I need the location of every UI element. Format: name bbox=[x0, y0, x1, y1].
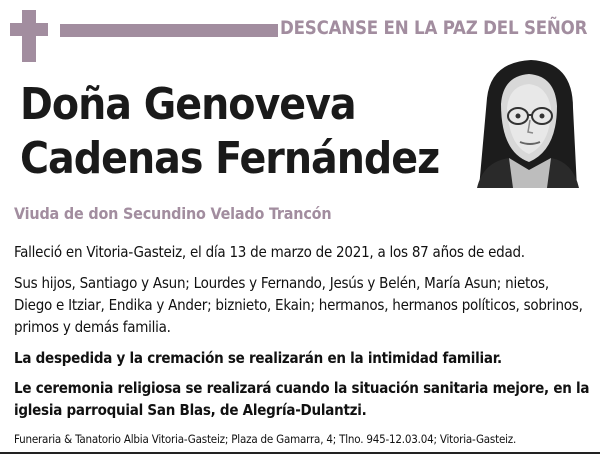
farewell-paragraph: La despedida y la cremación se realizarán en la intimidad familiar. bbox=[14, 349, 502, 367]
funeral-home-footer: Funeraria & Tanatorio Albia Vitoria-Gasteiz; Plaza de Gamarra, 4; Tlno. 945-12.03.04; Vitoria-Gasteiz. bbox=[14, 432, 517, 446]
name-line-2: Cadenas Fernández bbox=[20, 133, 440, 184]
deceased-name bbox=[20, 78, 470, 186]
name-line-1: Doña Genoveva bbox=[20, 79, 356, 130]
header-rule bbox=[60, 24, 278, 37]
widow-subtitle: Viuda de don Secundino Velado Trancón bbox=[14, 204, 332, 223]
death-notice: Falleció en Vitoria-Gasteiz, el día 13 de marzo de 2021, a los 87 años de edad. bbox=[14, 243, 525, 261]
ceremony-paragraph: Le ceremonia religiosa se realizará cuando la situación sanitaria mejore, en la iglesia parroquial San Blas, de Alegría-Dulantzi. bbox=[14, 379, 590, 419]
family-paragraph: Sus hijos, Santiago y Asun; Lourdes y Fernando, Jesús y Belén, María Asun; nietos, Diego e Itziar, Endika y Ander; biznieto, Ekain; hermanos, hermanos políticos, sobrinos, primos y demás familia. bbox=[14, 274, 583, 336]
portrait-photo bbox=[473, 58, 581, 188]
header-title: DESCANSE EN LA PAZ DEL SEÑOR bbox=[280, 18, 588, 39]
